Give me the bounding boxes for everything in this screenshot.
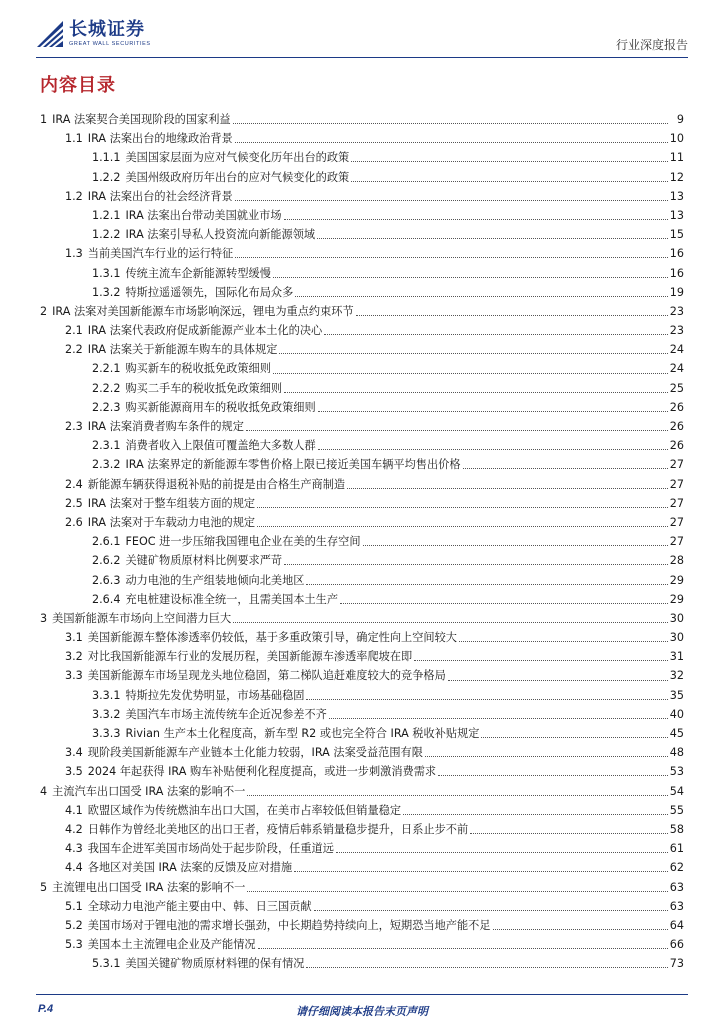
toc-entry-page[interactable]: 25 xyxy=(669,381,684,395)
toc-entry-page[interactable]: 29 xyxy=(669,592,684,606)
toc-entry[interactable] xyxy=(40,264,684,283)
toc-dot-leader xyxy=(438,775,668,776)
toc-entry-title[interactable]: 我国车企进军美国市场尚处于起步阶段，任重道远 xyxy=(87,842,334,856)
toc-entry-title[interactable]: 各地区对美国 IRA 法案的反馈及应对措施 xyxy=(87,861,293,875)
toc-entry-title[interactable]: 美国汽车市场主流传统车企近况参差不齐 xyxy=(125,707,327,721)
toc-entry-number: 2.1 xyxy=(65,324,83,338)
toc-entry-number: 5 xyxy=(40,880,48,894)
toc-entry[interactable] xyxy=(40,359,684,378)
toc-dot-leader xyxy=(351,161,668,162)
toc-entry[interactable] xyxy=(40,609,684,628)
toc-entry-page[interactable]: 23 xyxy=(669,324,684,338)
toc-dot-leader xyxy=(279,353,667,354)
great-wall-logo-icon xyxy=(36,20,64,48)
toc-entry-title[interactable]: 现阶段美国新能源车产业链本土化能力较弱，IRA 法案受益范围有限 xyxy=(87,746,423,760)
toc-dot-leader xyxy=(306,967,667,968)
toc-entry-title[interactable]: 欧盟区域作为传统燃油车出口大国，在美市占率较低但销量稳定 xyxy=(87,803,402,817)
toc-entry-number: 1.3.1 xyxy=(92,266,121,280)
toc-entry-page[interactable]: 26 xyxy=(669,439,684,453)
toc-dot-leader xyxy=(258,948,668,949)
toc-dot-leader xyxy=(317,238,668,239)
toc-entry[interactable] xyxy=(40,302,684,321)
toc-entry-page[interactable]: 12 xyxy=(669,170,684,184)
toc-entry[interactable] xyxy=(40,398,684,417)
toc-entry[interactable] xyxy=(40,455,684,474)
toc-dot-leader xyxy=(314,910,668,911)
toc-entry[interactable] xyxy=(40,187,684,206)
toc-entry-page[interactable]: 16 xyxy=(669,266,684,280)
toc-dot-leader xyxy=(306,699,667,700)
toc-dot-leader xyxy=(235,200,668,201)
toc-entry-title[interactable]: Rivian 生产本土化程度高，新车型 R2 或也完全符合 IRA 税收补贴规定 xyxy=(125,727,480,740)
toc-entry[interactable] xyxy=(40,148,684,167)
toc-entry-page[interactable]: 55 xyxy=(669,803,684,817)
toc-entry-page[interactable]: 32 xyxy=(669,669,684,683)
toc-entry[interactable] xyxy=(40,379,684,398)
toc-entry-number: 1.1.1 xyxy=(92,151,121,165)
toc-dot-leader xyxy=(363,545,668,546)
toc-entry-page[interactable]: 9 xyxy=(676,113,684,126)
brand-name-cn: 长城证券 xyxy=(69,18,145,40)
toc-entry[interactable] xyxy=(40,513,684,532)
toc-entry-title[interactable]: IRA 法案关于新能源车购车的具体规定 xyxy=(87,343,278,357)
toc-entry-title[interactable]: IRA 法案对于整车组装方面的规定 xyxy=(87,496,256,510)
toc-entry-title[interactable]: 主流锂电出口国受 IRA 法案的影响不一 xyxy=(52,880,246,894)
toc-entry-number: 2.6 xyxy=(65,515,83,529)
toc-entry[interactable] xyxy=(40,244,684,263)
toc-dot-leader xyxy=(284,392,668,393)
toc-dot-leader xyxy=(463,468,668,469)
page-header xyxy=(0,0,724,60)
toc-entry-page[interactable]: 27 xyxy=(669,535,684,549)
toc-entry-number: 4.4 xyxy=(65,861,83,875)
toc-dot-leader xyxy=(247,795,667,796)
toc-dot-leader xyxy=(448,680,668,681)
toc-entry-number: 4.2 xyxy=(65,822,83,836)
toc-dot-leader xyxy=(246,430,668,431)
toc-entry[interactable] xyxy=(40,628,684,647)
toc-entry-title[interactable]: IRA 法案消费者购车条件的规定 xyxy=(87,420,244,433)
toc-dot-leader xyxy=(329,718,668,719)
toc-entry-page[interactable]: 10 xyxy=(669,132,684,146)
toc-entry-title[interactable]: 主流汽车出口国受 IRA 法案的影响不一 xyxy=(52,784,246,798)
toc-entry-number: 3.3 xyxy=(65,669,83,683)
toc-entry[interactable] xyxy=(40,436,684,455)
toc-entry-number: 5.1 xyxy=(65,899,83,913)
toc-dot-leader xyxy=(294,871,668,872)
toc-dot-leader xyxy=(273,373,668,374)
toc-entry-number: 2.3.1 xyxy=(92,439,121,453)
toc-entry-title[interactable]: 特斯拉先发优势明显，市场基础稳固 xyxy=(125,688,305,702)
toc-entry[interactable] xyxy=(40,590,684,609)
toc-dot-leader xyxy=(493,929,668,930)
toc-entry-page[interactable]: 30 xyxy=(669,631,684,645)
footer-page-number: P.4 xyxy=(38,1003,54,1015)
header-divider xyxy=(36,57,688,58)
toc-dot-leader xyxy=(414,660,668,661)
brand-name-en: GREAT WALL SECURITIES xyxy=(69,40,151,47)
toc-entry-number: 2 xyxy=(40,304,48,318)
toc-entry-page[interactable]: 11 xyxy=(669,151,684,165)
toc-entry-number: 2.2 xyxy=(65,343,83,357)
toc-dot-leader xyxy=(233,123,668,124)
toc-entry-page[interactable]: 40 xyxy=(669,707,684,721)
toc-entry-page[interactable]: 27 xyxy=(669,496,684,510)
toc-entry-page[interactable]: 15 xyxy=(669,228,684,242)
toc-entry-title[interactable]: IRA 法案引导私人投资流向新能源领域 xyxy=(125,228,316,242)
toc-dot-leader xyxy=(481,737,667,738)
toc-entry-page[interactable]: 53 xyxy=(669,765,684,779)
toc-entry-title[interactable]: 美国新能源车整体渗透率仍较低，基于多重政策引导，确定性向上空间较大 xyxy=(87,631,457,645)
toc-dot-leader xyxy=(284,219,668,220)
toc-entry-number: 2.2.2 xyxy=(92,381,121,395)
toc-entry-number: 5.2 xyxy=(65,918,83,932)
toc-entry-page[interactable]: 35 xyxy=(669,688,684,702)
toc-entry-page[interactable]: 13 xyxy=(669,208,684,222)
toc-entry-title[interactable]: IRA 法案出台的地缘政治背景 xyxy=(87,132,233,146)
toc-entry-title[interactable]: 购买二手车的税收抵免政策细则 xyxy=(125,381,283,395)
toc-entry-number: 2.4 xyxy=(65,477,83,491)
toc-entry-title[interactable]: 2024 年起获得 IRA 购车补贴便利化程度提高，或进一步刺激消费需求 xyxy=(87,765,437,779)
toc-entry[interactable] xyxy=(40,206,684,225)
toc-entry[interactable] xyxy=(40,551,684,570)
toc-entry-number: 1.3.2 xyxy=(92,285,121,299)
toc-entry-number: 1.2 xyxy=(65,189,83,203)
toc-entry[interactable] xyxy=(40,532,684,551)
toc-entry[interactable] xyxy=(40,417,684,436)
table-of-contents xyxy=(40,110,684,973)
toc-dot-leader xyxy=(425,756,668,757)
toc-entry-title[interactable]: IRA 法案界定的新能源车零售价格上限已接近美国车辆平均售出价格 xyxy=(125,458,461,472)
toc-entry[interactable] xyxy=(40,110,684,129)
toc-entry-page[interactable]: 62 xyxy=(669,861,684,875)
toc-entry[interactable] xyxy=(40,858,684,877)
toc-entry-number: 3.1 xyxy=(65,631,83,645)
toc-entry[interactable] xyxy=(40,283,684,302)
toc-entry[interactable] xyxy=(40,916,684,935)
toc-entry-page[interactable]: 13 xyxy=(669,189,684,203)
toc-dot-leader xyxy=(306,584,667,585)
toc-entry-title[interactable]: IRA 法案出台带动美国就业市场 xyxy=(125,208,282,222)
toc-entry[interactable] xyxy=(40,724,684,743)
toc-entry-number: 2.6.2 xyxy=(92,554,121,568)
toc-entry-title[interactable]: 传统主流车企新能源转型缓慢 xyxy=(125,266,271,280)
toc-dot-leader xyxy=(324,334,668,335)
toc-entry-number: 4.3 xyxy=(65,842,83,856)
toc-entry-page[interactable]: 24 xyxy=(669,343,684,357)
toc-entry-number: 4 xyxy=(40,784,48,798)
toc-entry-page[interactable]: 58 xyxy=(669,822,684,836)
toc-entry-page[interactable]: 28 xyxy=(669,554,684,568)
toc-entry-number: 3 xyxy=(40,611,48,625)
toc-entry-title[interactable]: 美国关键矿物质原材料锂的保有情况 xyxy=(125,957,305,971)
toc-entry[interactable] xyxy=(40,321,684,340)
toc-entry[interactable] xyxy=(40,647,684,666)
toc-entry-page[interactable]: 24 xyxy=(669,362,684,376)
brand-logo xyxy=(36,20,151,48)
toc-dot-leader xyxy=(295,296,667,297)
page-title: 内容目录 xyxy=(40,75,116,96)
toc-dot-leader xyxy=(247,891,667,892)
toc-dot-leader xyxy=(470,833,668,834)
toc-entry-number: 1.2.2 xyxy=(92,228,121,242)
toc-entry-title[interactable]: 购买新能源商用车的税收抵免政策细则 xyxy=(125,400,316,414)
toc-dot-leader xyxy=(459,641,668,642)
toc-entry-title[interactable]: IRA 法案对美国新能源车市场影响深远，锂电为重点约束环节 xyxy=(52,304,354,318)
toc-entry-number: 1.2.2 xyxy=(92,170,121,184)
toc-entry-page[interactable]: 61 xyxy=(669,842,684,856)
toc-entry-title[interactable]: 购买新车的税收抵免政策细则 xyxy=(125,362,271,376)
toc-entry[interactable] xyxy=(40,475,684,494)
toc-entry-number: 2.2.1 xyxy=(92,362,121,376)
toc-entry-title[interactable]: 美国国家层面为应对气候变化历年出台的政策 xyxy=(125,151,350,165)
toc-dot-leader xyxy=(347,488,668,489)
toc-dot-leader xyxy=(403,814,668,815)
toc-entry-page[interactable]: 31 xyxy=(669,650,684,664)
report-type-label: 行业深度报告 xyxy=(615,38,688,52)
toc-entry-number: 3.4 xyxy=(65,746,83,760)
toc-entry-title[interactable]: 充电桩建设标准全统一，且需美国本土生产 xyxy=(125,592,339,606)
toc-entry-page[interactable]: 64 xyxy=(669,918,684,932)
toc-dot-leader xyxy=(340,603,668,604)
toc-entry-number: 3.3.1 xyxy=(92,688,121,702)
toc-entry-title[interactable]: IRA 法案对于车载动力电池的规定 xyxy=(87,515,256,529)
toc-entry-title[interactable]: 日韩作为曾经北美地区的出口王者，疫情后韩系销量稳步提升，日系止步不前 xyxy=(87,822,469,836)
toc-entry-page[interactable]: 27 xyxy=(669,515,684,529)
toc-entry[interactable] xyxy=(40,571,684,590)
toc-entry-number: 5.3 xyxy=(65,938,83,952)
toc-entry-title[interactable]: 动力电池的生产组装地倾向北美地区 xyxy=(125,573,305,587)
toc-entry[interactable] xyxy=(40,782,684,801)
toc-entry[interactable] xyxy=(40,686,684,705)
toc-entry-page[interactable]: 26 xyxy=(669,420,684,433)
toc-entry-number: 4.1 xyxy=(65,803,83,817)
toc-dot-leader xyxy=(318,411,668,412)
toc-entry-number: 3.5 xyxy=(65,765,83,779)
toc-entry-number: 1.1 xyxy=(65,132,83,146)
toc-dot-leader xyxy=(351,181,668,182)
toc-dot-leader xyxy=(233,622,668,623)
toc-entry[interactable] xyxy=(40,897,684,916)
toc-entry-number: 2.3.2 xyxy=(92,458,121,472)
toc-entry[interactable] xyxy=(40,168,684,187)
toc-dot-leader xyxy=(257,526,668,527)
toc-entry[interactable] xyxy=(40,878,684,897)
toc-entry-number: 3.3.3 xyxy=(92,727,121,740)
toc-entry-page[interactable]: 23 xyxy=(669,304,684,318)
toc-entry-number: 3.3.2 xyxy=(92,707,121,721)
toc-entry-title[interactable]: 全球动力电池产能主要由中、韩、日三国贡献 xyxy=(87,899,312,913)
toc-entry-number: 5.3.1 xyxy=(92,957,121,971)
toc-entry-number: 3.2 xyxy=(65,650,83,664)
toc-entry[interactable] xyxy=(40,705,684,724)
toc-entry-title[interactable]: 特斯拉遥遥领先，国际化布局众多 xyxy=(125,285,294,299)
toc-entry-title[interactable]: 美国新能源车市场呈现龙头地位稳固，第二梯队追赶难度较大的竞争格局 xyxy=(87,669,446,683)
toc-entry-title[interactable]: IRA 法案代表政府促成新能源产业本土化的决心 xyxy=(87,324,323,338)
toc-entry[interactable] xyxy=(40,494,684,513)
toc-dot-leader xyxy=(235,257,668,258)
toc-entry-page[interactable]: 16 xyxy=(669,247,684,261)
toc-entry-page[interactable]: 48 xyxy=(669,746,684,760)
toc-entry-number: 2.6.1 xyxy=(92,535,121,549)
toc-dot-leader xyxy=(235,142,668,143)
toc-entry-page[interactable]: 26 xyxy=(669,400,684,414)
toc-entry[interactable] xyxy=(40,340,684,359)
toc-entry-number: 1 xyxy=(40,113,48,126)
toc-entry[interactable] xyxy=(40,762,684,781)
toc-entry-number: 1.2.1 xyxy=(92,208,121,222)
toc-dot-leader xyxy=(257,507,668,508)
toc-entry-number: 2.5 xyxy=(65,496,83,510)
toc-entry-title[interactable]: 美国本土主流锂电企业及产能情况 xyxy=(87,938,256,952)
toc-entry-title[interactable]: IRA 法案出台的社会经济背景 xyxy=(87,189,233,203)
toc-entry-number: 2.6.4 xyxy=(92,592,121,606)
toc-entry-number: 2.3 xyxy=(65,420,83,433)
toc-entry-page[interactable]: 66 xyxy=(669,938,684,952)
toc-entry-title[interactable]: 对比我国新能源车行业的发展历程，美国新能源车渗透率爬坡在即 xyxy=(87,650,413,664)
toc-entry-title[interactable]: FEOC 进一步压缩我国锂电企业在美的生存空间 xyxy=(125,535,361,549)
toc-entry-number: 2.6.3 xyxy=(92,573,121,587)
toc-entry-title[interactable]: 美国新能源车市场向上空间潜力巨大 xyxy=(52,611,232,625)
toc-entry[interactable] xyxy=(40,954,684,973)
toc-entry-title[interactable]: IRA 法案契合美国现阶段的国家利益 xyxy=(52,113,231,126)
toc-entry-page[interactable]: 54 xyxy=(669,784,684,798)
toc-entry-page[interactable]: 30 xyxy=(669,611,684,625)
toc-entry-title[interactable]: 美国市场对于锂电池的需求增长强劲，中长期趋势持续向上，短期恐当地产能不足 xyxy=(87,918,491,932)
toc-dot-leader xyxy=(284,564,668,565)
toc-entry-title[interactable]: 消费者收入上限值可覆盖绝大多数人群 xyxy=(125,439,316,453)
toc-entry[interactable] xyxy=(40,820,684,839)
toc-entry[interactable] xyxy=(40,801,684,820)
footer-disclaimer-notice: 请仔细阅读本报告末页声明 xyxy=(296,1005,428,1018)
toc-entry-page[interactable]: 73 xyxy=(669,957,684,971)
toc-entry-number: 1.3 xyxy=(65,247,83,261)
toc-entry-page[interactable]: 27 xyxy=(669,477,684,491)
toc-dot-leader xyxy=(356,315,668,316)
toc-entry-title[interactable]: 当前美国汽车行业的运行特征 xyxy=(87,247,234,261)
footer-divider xyxy=(36,994,688,995)
toc-entry-page[interactable]: 29 xyxy=(669,573,684,587)
toc-dot-leader xyxy=(273,277,668,278)
toc-entry-title[interactable]: 新能源车辆获得退税补贴的前提是由合格生产商制造 xyxy=(87,477,346,491)
toc-entry-number: 2.2.3 xyxy=(92,400,121,414)
toc-entry-page[interactable]: 27 xyxy=(669,458,684,472)
toc-entry-page[interactable]: 63 xyxy=(669,880,684,894)
toc-dot-leader xyxy=(336,852,668,853)
toc-entry[interactable] xyxy=(40,743,684,762)
toc-entry-page[interactable]: 19 xyxy=(669,285,684,299)
toc-entry[interactable] xyxy=(40,129,684,148)
toc-entry[interactable] xyxy=(40,839,684,858)
toc-entry[interactable] xyxy=(40,666,684,685)
toc-entry-title[interactable]: 美国州级政府历年出台的应对气候变化的政策 xyxy=(125,170,350,184)
toc-entry-title[interactable]: 关键矿物质原材料比例要求严苛 xyxy=(125,554,283,568)
toc-entry[interactable] xyxy=(40,935,684,954)
toc-entry-page[interactable]: 45 xyxy=(669,727,684,740)
toc-entry[interactable] xyxy=(40,225,684,244)
toc-dot-leader xyxy=(318,449,668,450)
toc-entry-page[interactable]: 63 xyxy=(669,899,684,913)
